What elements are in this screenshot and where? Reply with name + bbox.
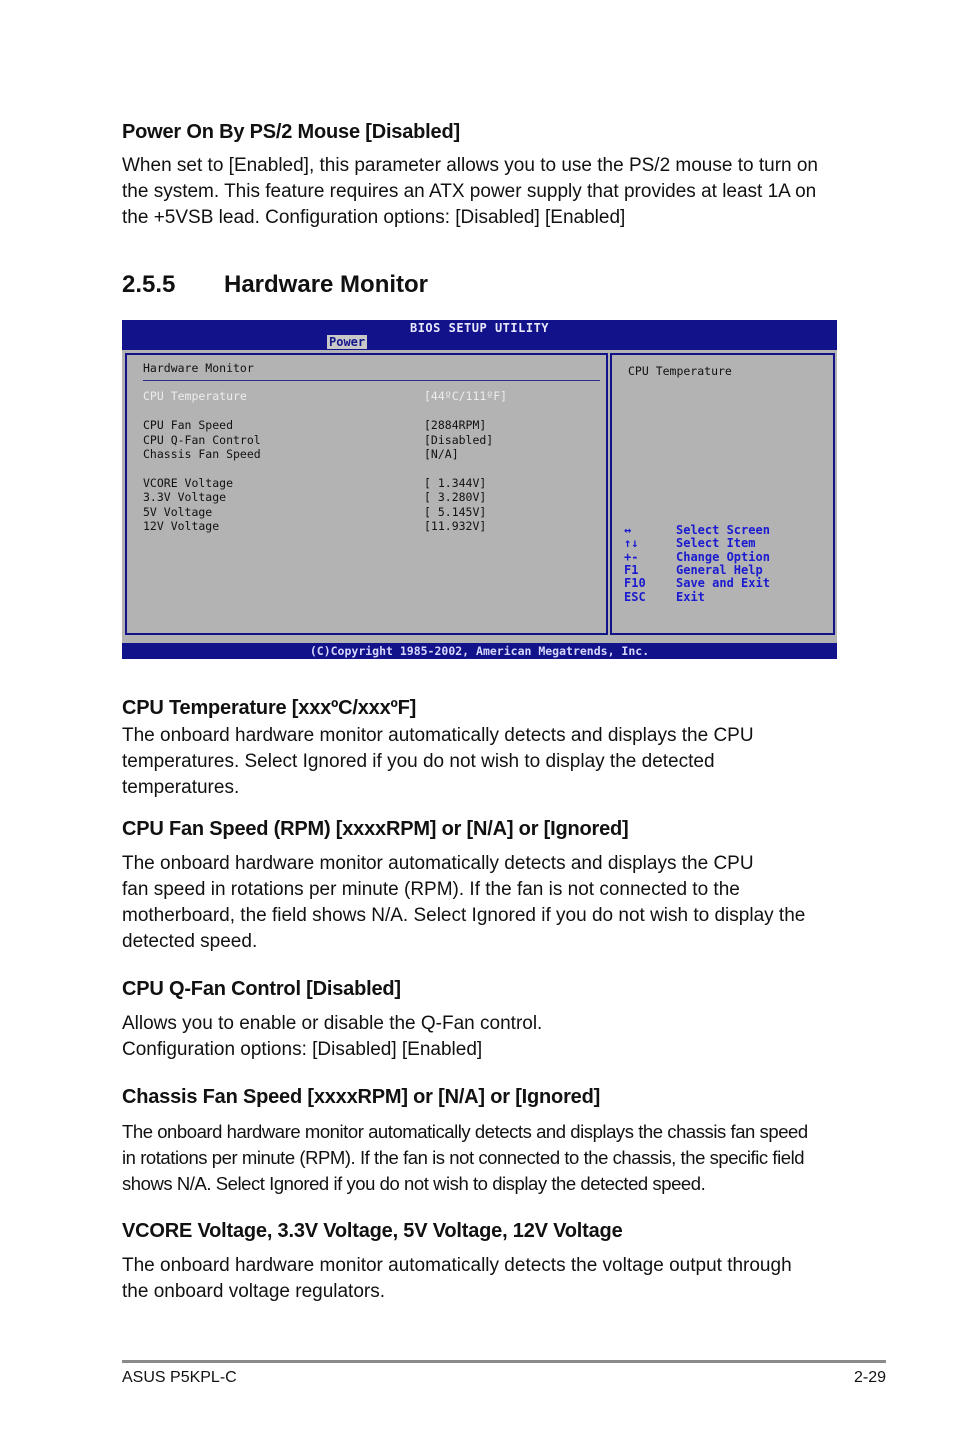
text-line: the system. This feature requires an ATX power supply that provides at least 1A on: [122, 181, 817, 202]
bios-item-chassis-fan-label[interactable]: Chassis Fan Speed: [143, 447, 261, 461]
bios-item-vcore-label[interactable]: VCORE Voltage: [143, 476, 234, 490]
text-line: motherboard, the field shows N/A. Select Ignored if you do not wish to display the: [122, 905, 806, 926]
key-help-change-option: Change Option: [676, 550, 770, 564]
bios-item-cpu-fan-speed-value: [2884RPM]: [424, 418, 487, 432]
bios-title-bar: [122, 320, 837, 350]
text-line: temperatures.: [122, 777, 240, 798]
bios-item-cpu-fan-speed-label[interactable]: CPU Fan Speed: [143, 418, 234, 432]
heading-power-on-ps2: Power On By PS/2 Mouse [Disabled]: [122, 121, 460, 143]
ps2-description: [122, 153, 818, 231]
text-line: The onboard hardware monitor automatically detects the voltage output through: [122, 1255, 792, 1276]
bios-item-vcore-value: [ 1.344V]: [424, 476, 487, 490]
text-line: The onboard hardware monitor automatically detects and displays the CPU: [122, 853, 754, 874]
bios-screenshot: [122, 320, 837, 659]
bios-panel-title: Hardware Monitor: [143, 361, 254, 375]
cpu-temperature-description: [122, 723, 754, 801]
text-line: When set to [Enabled], this parameter allows you to use the PS/2 mouse to turn on: [122, 155, 818, 176]
up-down-arrow-icon: ↑↓: [624, 536, 639, 550]
key-help-select-item: Select Item: [676, 536, 756, 550]
key-esc: ESC: [624, 590, 646, 604]
left-right-arrow-icon: ↔: [624, 523, 632, 537]
bios-panel-divider: [143, 380, 600, 381]
heading-voltages: VCORE Voltage, 3.3V Voltage, 5V Voltage, 12V Voltage: [122, 1220, 623, 1242]
text-line: Allows you to enable or disable the Q-Fan control.: [122, 1013, 543, 1034]
text-line: shows N/A. Select Ignored if you do not wish to display the detected speed.: [122, 1173, 706, 1194]
section-title: Hardware Monitor: [224, 271, 429, 298]
text-line: the onboard voltage regulators.: [122, 1281, 386, 1302]
cpu-fan-speed-description: [122, 851, 805, 955]
key-f1: F1: [624, 563, 639, 577]
bios-item-cpu-qfan-value: [Disabled]: [424, 433, 494, 447]
text-line: fan speed in rotations per minute (RPM). If the fan is not connected to the: [122, 879, 740, 900]
text-line: in rotations per minute (RPM). If the fan is not connected to the chassis, the specific field: [122, 1147, 805, 1168]
key-help-select-screen: Select Screen: [676, 523, 770, 537]
voltages-description: [122, 1253, 792, 1305]
bios-settings-panel: [125, 353, 608, 635]
cpu-qfan-description: [122, 1011, 542, 1063]
section-number: 2.5.5: [122, 271, 176, 298]
bios-item-cpu-temperature-label[interactable]: CPU Temperature: [143, 389, 247, 403]
bios-item-12v-value: [11.932V]: [424, 519, 487, 533]
bios-copyright-bar: (C)Copyright 1985-2002, American Megatrends, Inc.: [122, 643, 837, 659]
text-line: The onboard hardware monitor automatically detects and displays the CPU: [122, 725, 754, 746]
bios-item-3v3-label[interactable]: 3.3V Voltage: [143, 490, 227, 504]
bios-tab-power[interactable]: Power: [329, 335, 366, 349]
bios-help-panel: [610, 353, 835, 635]
footer-divider: [122, 1360, 886, 1363]
bios-title: BIOS SETUP UTILITY: [409, 321, 550, 335]
bios-item-cpu-temperature-value: [44ºC/111ºF]: [424, 389, 508, 403]
heading-cpu-temperature: CPU Temperature [xxxºC/xxxºF]: [122, 697, 417, 719]
chassis-fan-speed-description: [122, 1119, 808, 1197]
bios-item-cpu-qfan-label[interactable]: CPU Q-Fan Control: [143, 433, 261, 447]
bios-item-chassis-fan-value: [N/A]: [424, 447, 459, 461]
heading-cpu-qfan-control: CPU Q-Fan Control [Disabled]: [122, 978, 401, 1000]
key-f10: F10: [624, 576, 646, 590]
key-help-exit: Exit: [676, 590, 705, 604]
footer-page-number: 2-29: [853, 1369, 886, 1386]
plus-minus-icon: +-: [624, 550, 639, 564]
bios-item-3v3-value: [ 3.280V]: [424, 490, 487, 504]
bios-item-5v-value: [ 5.145V]: [424, 505, 487, 519]
key-help-general-help: General Help: [676, 563, 763, 577]
text-line: the +5VSB lead. Configuration options: [Disabled] [Enabled]: [122, 207, 626, 228]
text-line: The onboard hardware monitor automatically detects and displays the chassis fan speed: [122, 1121, 808, 1142]
bios-item-5v-label[interactable]: 5V Voltage: [143, 505, 213, 519]
key-help-save-and-exit: Save and Exit: [676, 576, 770, 590]
heading-chassis-fan-speed: Chassis Fan Speed [xxxxRPM] or [N/A] or [Ignored]: [122, 1086, 601, 1108]
bios-item-12v-label[interactable]: 12V Voltage: [143, 519, 220, 533]
bios-help-title: CPU Temperature: [628, 364, 732, 378]
heading-cpu-fan-speed: CPU Fan Speed (RPM) [xxxxRPM] or [N/A] or [Ignored]: [122, 818, 629, 840]
text-line: temperatures. Select Ignored if you do not wish to display the detected: [122, 751, 715, 772]
text-line: Configuration options: [Disabled] [Enabled]: [122, 1039, 483, 1060]
text-line: detected speed.: [122, 931, 258, 952]
footer-product-name: ASUS P5KPL-C: [122, 1369, 237, 1386]
